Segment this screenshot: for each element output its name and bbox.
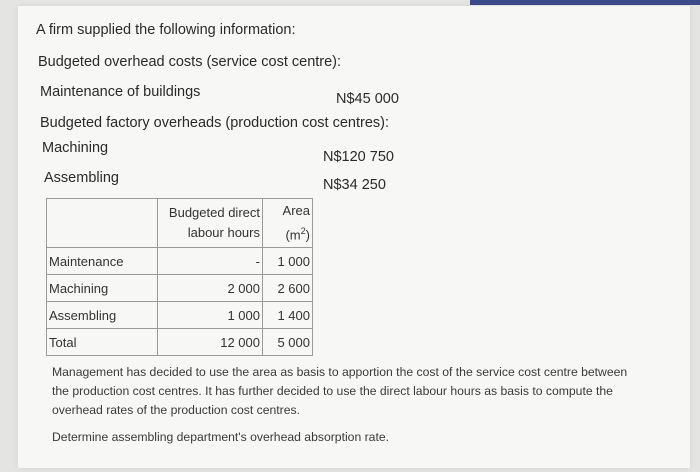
header-area-unit: (m — [285, 227, 301, 243]
intro-text: A firm supplied the following information: — [36, 22, 296, 38]
row-dlh: 1 000 — [158, 302, 263, 329]
row-area: 1 400 — [263, 302, 313, 329]
row-dlh: 2 000 — [158, 275, 263, 302]
table-row-total — [47, 329, 313, 356]
row-area: 1 000 — [263, 248, 313, 275]
table-header-row — [47, 199, 313, 248]
table-row — [47, 302, 313, 329]
assembling-label: Assembling — [44, 170, 119, 186]
row-label: Total — [47, 329, 158, 356]
header-dlh-line1: Budgeted direct — [168, 205, 260, 220]
machining-amount: N$120 750 — [323, 149, 394, 165]
header-dlh-line2: labour hours — [187, 225, 260, 240]
header-area — [263, 199, 313, 248]
table-row — [47, 248, 313, 275]
maintenance-amount: N$45 000 — [336, 91, 399, 107]
row-dlh: - — [158, 248, 263, 275]
row-area: 2 600 — [263, 275, 313, 302]
question-text: Determine assembling department's overhead absorption rate. — [52, 430, 389, 444]
table-row — [47, 275, 313, 302]
maintenance-label: Maintenance of buildings — [40, 84, 201, 100]
header-area-close: ) — [305, 227, 310, 243]
row-area: 5 000 — [263, 329, 313, 356]
management-paragraph: Management has decided to use the area as basis to apportion the cost of the service cost centre between the production cost centres. It has further decided to use the direct labour hours as basis to compute the overhead rates of the production cost centres. — [52, 365, 628, 417]
header-dlh — [158, 199, 263, 248]
row-label: Assembling — [47, 302, 158, 329]
production-heading: Budgeted factory overheads (production cost centres): — [40, 115, 389, 131]
header-area-sup: 2 — [300, 225, 306, 236]
machining-label: Machining — [42, 140, 109, 156]
header-area-line1: Area — [282, 202, 310, 218]
row-label: Maintenance — [47, 248, 158, 275]
row-label: Machining — [47, 275, 158, 302]
top-edge-bar — [470, 0, 700, 5]
header-blank-cell — [47, 199, 158, 248]
assembling-amount: N$34 250 — [323, 177, 386, 193]
service-heading: Budgeted overhead costs (service cost centre): — [38, 54, 342, 70]
row-dlh: 12 000 — [158, 329, 263, 356]
cost-data-table — [46, 198, 313, 356]
